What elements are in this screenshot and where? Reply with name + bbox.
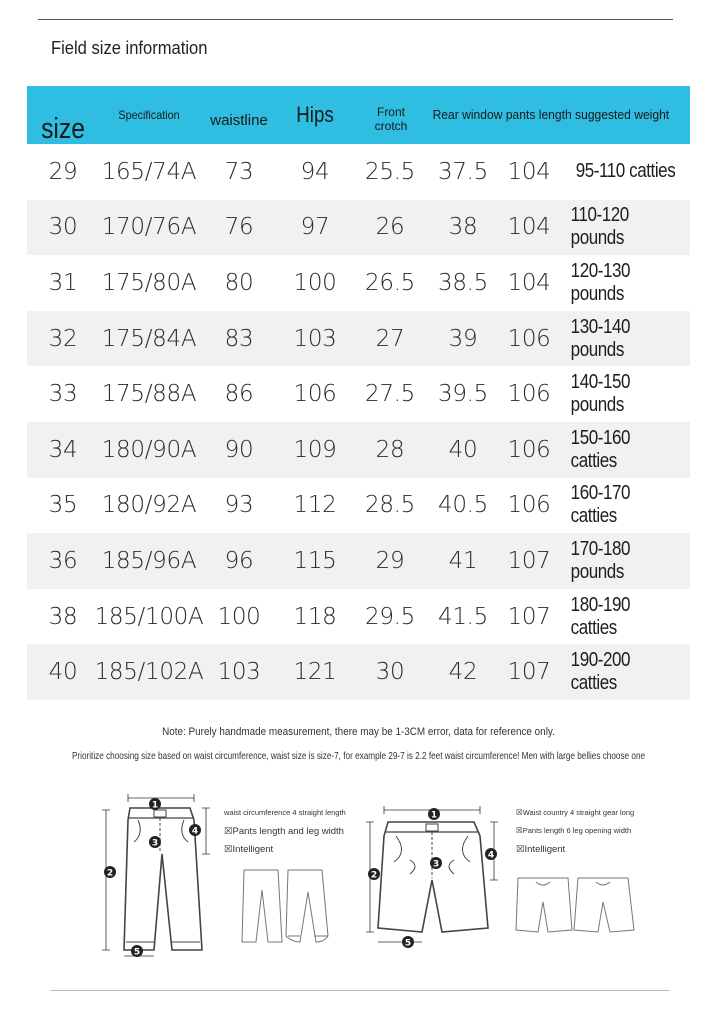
cell-pants-length: 104 (507, 158, 551, 185)
page-title: Field size information (51, 38, 208, 58)
cell-hips: 94 (300, 158, 330, 185)
marker-badges (104, 798, 201, 958)
header-specification: Specification (118, 107, 180, 122)
cell-size: 31 (48, 269, 78, 296)
cell-waistline: 76 (224, 214, 254, 241)
cell-pants-length: 104 (507, 214, 551, 241)
cell-waistline: 73 (224, 158, 254, 185)
cell-suggested-weight: 170-180 pounds (570, 537, 631, 583)
pants-legend-1: waist circumference 4 straight length (224, 808, 346, 817)
table-row (27, 589, 690, 645)
cell-hips: 97 (300, 214, 330, 241)
shorts-marker-5: 5 (404, 938, 412, 949)
marker-1: 1 (151, 800, 159, 811)
cell-rear-crotch: 39 (448, 325, 478, 352)
cell-specification: 185/96A (101, 547, 197, 574)
cell-pants-length: 106 (507, 381, 551, 408)
cell-suggested-weight: 160-170 catties (570, 482, 631, 528)
marker-2: 2 (106, 868, 114, 879)
cell-front-crotch: 26.5 (364, 269, 415, 296)
cell-front-crotch: 25.5 (364, 158, 415, 185)
cell-size: 38 (48, 603, 78, 630)
shorts-legend-3: ☒Intelligent (516, 844, 566, 855)
table-header (27, 86, 690, 144)
note-size-guidance: Prioritize choosing size based on waist circumference, waist size is size-7, for example 29-7 is 2.2 feet waist circumference! Men with large bellies choose one (71, 750, 646, 762)
shorts-marker-1: 1 (430, 810, 438, 821)
cell-rear-crotch: 41.5 (437, 603, 488, 630)
cell-specification: 165/74A (101, 158, 197, 185)
cell-specification: 180/90A (101, 436, 197, 463)
cell-suggested-weight: 140-150 pounds (570, 371, 631, 417)
cell-waistline: 90 (224, 436, 254, 463)
shorts-legend-1: ☒Waist country 4 straight gear long (516, 808, 635, 817)
cell-suggested-weight: 130-140 pounds (570, 315, 631, 361)
cell-suggested-weight: 110-120 pounds (570, 204, 629, 250)
cell-suggested-weight: 120-130 pounds (570, 259, 631, 305)
cell-rear-crotch: 40.5 (437, 492, 488, 519)
cell-suggested-weight: 190-200 catties (570, 649, 631, 695)
header-size: size (41, 112, 85, 145)
cell-size: 36 (48, 547, 78, 574)
cell-front-crotch: 29 (375, 547, 405, 574)
table-row (27, 255, 690, 311)
pants-legend-3: ☒Intelligent (224, 844, 274, 855)
shorts-measure-diagram (362, 800, 502, 950)
cell-front-crotch: 27 (375, 325, 405, 352)
cell-front-crotch: 28 (375, 436, 405, 463)
cell-rear-crotch: 38 (448, 214, 478, 241)
table-body (27, 144, 690, 700)
shorts-legend-2: ☒Pants length 6 leg opening width (516, 826, 632, 835)
cell-specification: 185/102A (94, 659, 204, 686)
cell-pants-length: 104 (507, 269, 551, 296)
pants-thumbnails (238, 866, 342, 946)
cell-front-crotch: 29.5 (364, 603, 415, 630)
cell-waistline: 86 (224, 381, 254, 408)
bottom-divider (50, 990, 670, 991)
shorts-marker-2: 2 (370, 870, 378, 881)
cell-specification: 185/100A (94, 603, 204, 630)
size-table (27, 86, 690, 700)
cell-rear-crotch: 39.5 (437, 381, 488, 408)
header-hips: Hips (296, 101, 334, 127)
cell-hips: 115 (293, 547, 337, 574)
cell-waistline: 93 (224, 492, 254, 519)
cell-suggested-weight: 180-190 catties (570, 593, 631, 639)
cell-specification: 175/88A (101, 381, 197, 408)
shorts-legend-1-text: Waist country 4 straight gear long (522, 808, 635, 817)
cell-suggested-weight: 95-110 catties (575, 160, 676, 183)
cell-rear-crotch: 38.5 (437, 269, 488, 296)
cell-hips: 103 (293, 325, 337, 352)
header-waistline: waistline (210, 112, 268, 129)
table-row (27, 200, 690, 256)
cell-specification: 175/84A (101, 325, 197, 352)
table-row (27, 478, 690, 534)
cell-front-crotch: 26 (375, 214, 405, 241)
note-measurement: Note: Purely handmade measurement, there may be 1-3CM error, data for reference only. (162, 726, 555, 738)
cell-pants-length: 106 (507, 492, 551, 519)
pants-legend-2: ☒Pants length and leg width (224, 826, 344, 837)
cell-size: 29 (48, 158, 78, 185)
cell-rear-crotch: 40 (448, 436, 478, 463)
pants-legend (224, 808, 346, 862)
cell-size: 40 (48, 659, 78, 686)
cell-front-crotch: 28.5 (364, 492, 415, 519)
cell-hips: 118 (293, 603, 337, 630)
marker-4: 4 (191, 826, 199, 837)
marker-3: 3 (151, 838, 159, 849)
shorts-legend (516, 808, 634, 862)
cell-size: 34 (48, 436, 78, 463)
cell-pants-length: 107 (507, 547, 551, 574)
cell-front-crotch: 30 (375, 659, 405, 686)
pants-legend-3-text: Intelligent (232, 844, 274, 855)
cell-specification: 170/76A (101, 214, 197, 241)
table-row (27, 144, 690, 200)
marker-5: 5 (133, 947, 141, 958)
cell-rear-crotch: 42 (448, 659, 478, 686)
cell-waistline: 100 (217, 603, 261, 630)
table-row (27, 533, 690, 589)
table-row (27, 644, 690, 700)
cell-hips: 100 (293, 269, 337, 296)
cell-hips: 106 (293, 381, 337, 408)
cell-hips: 121 (293, 659, 337, 686)
cell-pants-length: 106 (507, 436, 551, 463)
cell-pants-length: 107 (507, 659, 551, 686)
table-row (27, 311, 690, 367)
cell-rear-crotch: 37.5 (437, 158, 488, 185)
cell-specification: 180/92A (101, 492, 197, 519)
table-row (27, 366, 690, 422)
shorts-legend-3-text: Intelligent (524, 844, 566, 855)
header-front-crotch: Front crotch (374, 104, 408, 133)
cell-waistline: 83 (224, 325, 254, 352)
shorts-thumbnails (514, 874, 636, 938)
table-row (27, 422, 690, 478)
cell-specification: 175/80A (101, 269, 197, 296)
cell-rear-crotch: 41 (448, 547, 478, 574)
pants-legend-2-text: Pants length and leg width (232, 826, 344, 837)
cell-front-crotch: 27.5 (364, 381, 415, 408)
cell-size: 33 (48, 381, 78, 408)
cell-waistline: 103 (217, 659, 261, 686)
cell-size: 32 (48, 325, 78, 352)
cell-size: 35 (48, 492, 78, 519)
pants-measure-diagram (98, 790, 218, 960)
cell-waistline: 80 (224, 269, 254, 296)
shorts-marker-3: 3 (432, 859, 440, 870)
cell-pants-length: 106 (507, 325, 551, 352)
shorts-legend-2-text: Pants length 6 leg opening width (522, 826, 632, 835)
cell-size: 30 (48, 214, 78, 241)
cell-pants-length: 107 (507, 603, 551, 630)
header-rear-length-weight: Rear window pants length suggested weight (432, 107, 670, 123)
cell-hips: 112 (293, 492, 337, 519)
cell-suggested-weight: 150-160 catties (570, 426, 631, 472)
cell-hips: 109 (293, 436, 337, 463)
shorts-marker-4: 4 (487, 850, 495, 861)
cell-waistline: 96 (224, 547, 254, 574)
top-divider (38, 19, 673, 20)
